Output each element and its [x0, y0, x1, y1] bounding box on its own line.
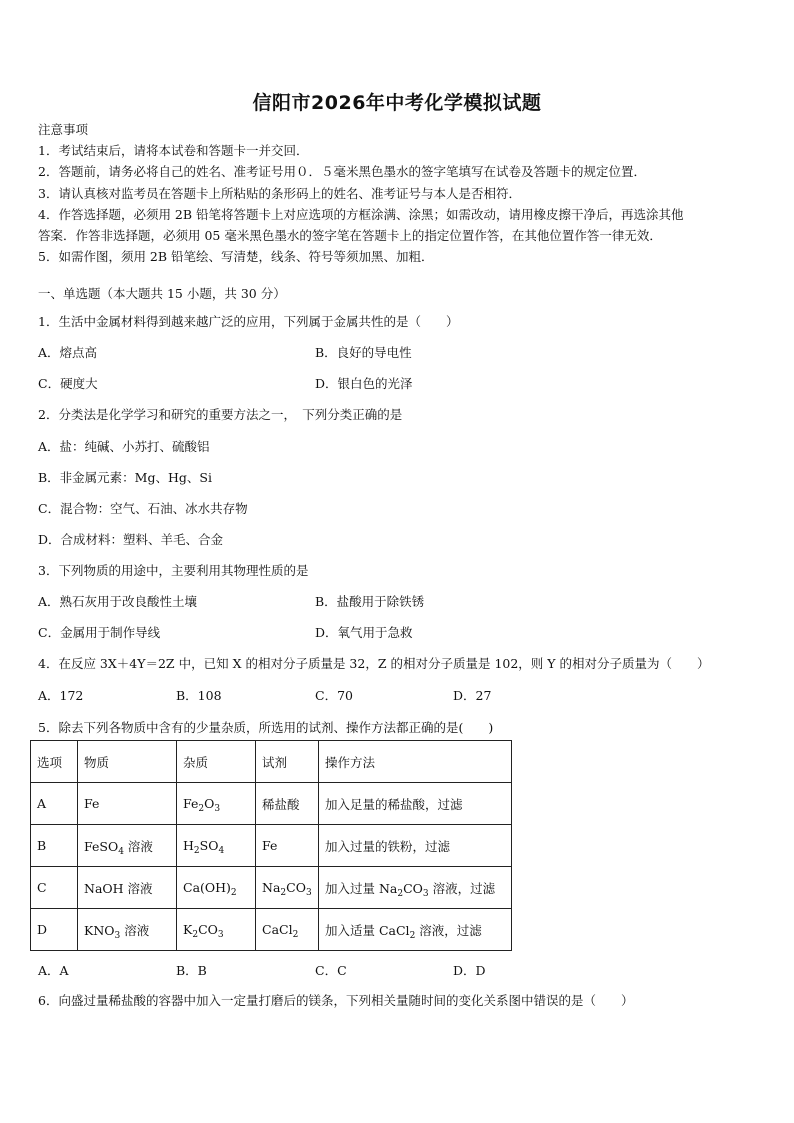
notice-item: 1．考试结束后，请将本试卷和答题卡一并交回．	[38, 143, 309, 159]
table-cell-substance	[78, 825, 177, 867]
table-header-cell: 选项	[31, 741, 78, 783]
formula-text: CO	[403, 880, 423, 896]
formula-text: K	[183, 922, 193, 937]
q5-option-c: C．C	[315, 963, 347, 978]
formula-subscript: 4	[218, 846, 225, 856]
formula-subscript: 3	[214, 804, 221, 814]
table-header-cell: 物质	[78, 741, 177, 783]
question-2-stem: 2．分类法是化学学习和研究的重要方法之一， 下列分类正确的是	[38, 407, 403, 422]
formula-subscript: 4	[118, 846, 124, 857]
table-row	[31, 867, 512, 909]
q2-option-a: A．盐：纯碱、小苏打、硫酸铝	[38, 439, 210, 454]
notice-item: 3．请认真核对监考员在答题卡上所粘贴的条形码上的姓名、准考证号与本人是否相符．	[38, 185, 521, 201]
formula-text: KNO	[84, 922, 115, 938]
notice-item: 答案．作答非选择题，必须用 05 毫米黑色墨水的签字笔在答题卡上的指定位置作答，在其他位置作答一律无效．	[38, 228, 662, 244]
q1-option-d: D．银白色的光泽	[315, 376, 413, 391]
section-heading: 一、单选题（本大题共 15 小题，共 30 分）	[38, 286, 286, 301]
formula-subscript: 3	[217, 930, 224, 940]
formula-text: 溶液，过滤	[415, 922, 482, 938]
question-1-stem: 1．生活中金属材料得到越来越广泛的应用，下列属于金属共性的是（ ）	[38, 314, 459, 329]
q2-option-d: D．合成材料：塑料、羊毛、合金	[38, 532, 224, 547]
formula-text: Na	[262, 880, 281, 895]
table-cell-option: A	[31, 783, 78, 825]
q1-option-b: B．良好的导电性	[315, 345, 412, 360]
formula-text: 溶液	[120, 922, 150, 938]
formula-text: 溶液，过滤	[428, 880, 496, 896]
formula-text: Fe	[183, 796, 199, 811]
table-cell-substance	[78, 909, 177, 951]
table-header-cell: 操作方法	[319, 741, 512, 783]
q2-option-b: B．非金属元素：Mg、Hg、Si	[38, 470, 212, 485]
table-cell-impurity	[177, 825, 256, 867]
formula-subscript: 2	[230, 888, 237, 898]
table-header-cell: 试剂	[256, 741, 319, 783]
formula-text: 溶液	[123, 838, 153, 854]
table-cell-option: B	[31, 825, 78, 867]
formula-subscript: 2	[409, 930, 416, 941]
q4-option-d: D．27	[453, 688, 492, 703]
table-cell-method: 加入足量的稀盐酸，过滤	[319, 783, 512, 825]
formula-text: CO	[286, 880, 306, 895]
q1-option-a: A．熔点高	[38, 345, 98, 360]
formula-text: O	[204, 796, 215, 811]
table-row	[31, 825, 512, 867]
formula-text: 加入适量 CaCl	[325, 922, 410, 938]
notice-item: 4．作答选择题，必须用 2B 铅笔将答题卡上对应选项的方框涂满、涂黑；如需改动，请用橡皮擦干净后，再选涂其他	[38, 206, 684, 222]
notice-heading: 注意事项	[38, 122, 89, 137]
q2-option-c: C．混合物：空气、石油、冰水共存物	[38, 501, 248, 516]
table-cell-option: D	[31, 909, 78, 951]
table-row	[31, 909, 512, 951]
q5-option-b: B．B	[176, 963, 207, 978]
table-cell-option: C	[31, 867, 78, 909]
table-cell-reagent: Fe	[256, 825, 319, 867]
formula-text: CO	[198, 922, 218, 937]
formula-subscript: 2	[192, 930, 199, 940]
question-4-stem: 4．在反应 3X＋4Y＝2Z 中，已知 X 的相对分子质量是 32，Z 的相对分子质量是 102，则 Y 的相对分子质量为（ ）	[38, 656, 710, 671]
table-cell-method: 加入过量的铁粉，过滤	[319, 825, 512, 867]
q5-option-d: D．D	[453, 963, 486, 978]
question-6-stem: 6．向盛过量稀盐酸的容器中加入一定量打磨后的镁条，下列相关量随时间的变化关系图中错误的是（ ）	[38, 993, 634, 1008]
q3-option-b: B．盐酸用于除铁锈	[315, 594, 425, 609]
formula-subscript: 3	[305, 888, 312, 898]
table-cell-impurity	[177, 783, 256, 825]
formula-subscript: 3	[422, 888, 429, 899]
notice-item: 5．如需作图，须用 2B 铅笔绘、写清楚，线条、符号等须加黑、加粗．	[38, 249, 434, 265]
formula-subscript: 2	[397, 888, 404, 899]
question-3-stem: 3．下列物质的用途中，主要利用其物理性质的是	[38, 563, 309, 578]
formula-text: H	[183, 838, 194, 853]
table-cell-reagent	[256, 909, 319, 951]
page-title: 信阳市2026年中考化学模拟试题	[252, 92, 542, 114]
notice-block	[38, 119, 768, 267]
table-cell-substance: NaOH 溶液	[78, 867, 177, 909]
q3-option-a: A．熟石灰用于改良酸性土壤	[38, 594, 198, 609]
formula-text: SO	[199, 838, 219, 853]
table-cell-substance	[78, 783, 177, 825]
formula-subscript: 2	[280, 888, 287, 898]
question-5-stem: 5．除去下列各物质中含有的少量杂质，所选用的试剂、操作方法都正确的是( )	[38, 720, 494, 735]
table-cell-method	[319, 909, 512, 951]
table-cell-reagent: 稀盐酸	[256, 783, 319, 825]
formula-text: Ca(OH)	[183, 880, 231, 895]
table-cell-reagent	[256, 867, 319, 909]
formula-text: 加入过量 Na	[325, 880, 398, 896]
table-header-cell: 杂质	[177, 741, 256, 783]
table-header-row	[31, 741, 512, 783]
formula-text: CaCl	[262, 922, 293, 937]
question-5-table	[30, 740, 512, 951]
formula-subscript: 2	[198, 804, 205, 814]
formula-subscript: 2	[193, 846, 200, 856]
q4-option-a: A．172	[38, 688, 84, 703]
table-row	[31, 783, 512, 825]
q4-option-c: C．70	[315, 688, 353, 703]
formula-subscript: 3	[114, 930, 121, 941]
q5-option-a: A．A	[38, 963, 69, 978]
notice-item: 2．答题前，请务必将自己的姓名、准考证号用０．５毫米黑色墨水的签字笔填写在试卷及答题卡的规定位置．	[38, 164, 646, 180]
table-cell-method	[319, 867, 512, 909]
q3-option-c: C．金属用于制作导线	[38, 625, 161, 640]
q1-option-c: C．硬度大	[38, 376, 98, 391]
q3-option-d: D．氧气用于急救	[315, 625, 413, 640]
table-cell-impurity	[177, 867, 256, 909]
formula-text: FeSO	[84, 838, 119, 854]
q4-option-b: B．108	[176, 688, 222, 703]
formula-subscript: 2	[292, 930, 299, 940]
table-cell-impurity	[177, 909, 256, 951]
formula-text: Fe	[84, 796, 100, 811]
